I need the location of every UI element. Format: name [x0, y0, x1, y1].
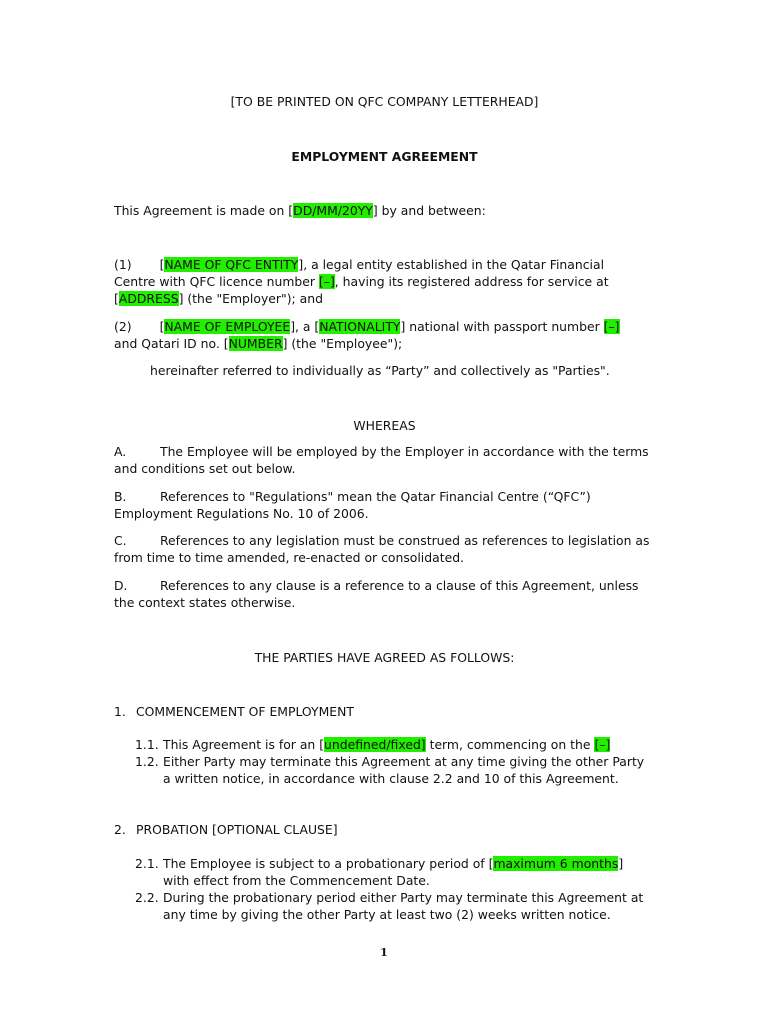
party-2-line-1	[114, 318, 655, 335]
licence-number-placeholder: [–]	[318, 274, 335, 289]
section-number: 2.	[114, 822, 126, 837]
hereinafter-line: hereinafter referred to individually as “Party” and collectively as "Parties".	[150, 363, 610, 378]
clause-text: Either Party may terminate this Agreement at any time giving the other Party	[163, 754, 645, 769]
address-placeholder: ADDRESS	[118, 291, 179, 306]
entity-name-placeholder: NAME OF QFC ENTITY	[164, 257, 299, 272]
clause-number: 2.1.	[135, 856, 159, 871]
recital-b-line-2: Employment Regulations No. 10 of 2006.	[114, 506, 369, 521]
date-placeholder: DD/MM/20YY	[293, 203, 373, 218]
clause-number: 1.2.	[135, 754, 159, 769]
party-1-text: ] (the "Employer"); and	[178, 291, 323, 306]
passport-number-placeholder: [–]	[603, 319, 620, 334]
recital-label: D.	[114, 578, 128, 593]
document-title: EMPLOYMENT AGREEMENT	[291, 149, 478, 164]
party-1-line-2	[114, 273, 609, 290]
bracket: [	[159, 319, 165, 334]
clause-2-2-line-2: any time by giving the other Party at least two (2) weeks written notice.	[163, 907, 611, 922]
id-number-placeholder: NUMBER	[228, 336, 283, 351]
employee-name-placeholder: NAME OF EMPLOYEE	[164, 319, 291, 334]
commencement-date-placeholder: [–]	[594, 737, 611, 752]
party-2-text: ], a [	[290, 319, 320, 334]
section-title: PROBATION [OPTIONAL CLAUSE]	[136, 822, 338, 837]
section-1-heading	[114, 703, 354, 720]
recital-text: References to "Regulations" mean the Qatar Financial Centre (“QFC”)	[160, 489, 591, 504]
bracket: [	[159, 257, 165, 272]
recital-b-line-1	[114, 488, 591, 505]
clause-2-1-line-1	[135, 855, 655, 872]
recital-c-line-2: from time to time amended, re-enacted or consolidated.	[114, 550, 464, 565]
recital-a-line-1	[114, 443, 649, 460]
nationality-placeholder: NATIONALITY	[319, 319, 401, 334]
intro-text-before: This Agreement is made on [	[114, 203, 294, 218]
clause-1-1	[135, 736, 610, 753]
party-2-line-2	[114, 335, 402, 352]
recital-d-line-2: the context states otherwise.	[114, 595, 296, 610]
party-1-text: Centre with QFC licence number	[114, 274, 319, 289]
clause-text: This Agreement is for an [	[163, 737, 325, 752]
recital-text: References to any clause is a reference to a clause of this Agreement, unless	[160, 578, 639, 593]
clause-number: 2.2.	[135, 890, 159, 905]
page-number: 1	[380, 946, 388, 959]
party-2-text: ] national with passport number	[400, 319, 604, 334]
intro-line	[114, 202, 486, 219]
bracket: [	[114, 291, 119, 306]
agreed-heading: THE PARTIES HAVE AGREED AS FOLLOWS:	[254, 650, 515, 665]
clause-text: The Employee is subject to a probationary period of [	[163, 856, 494, 871]
recital-label: A.	[114, 444, 127, 459]
clause-text: term, commencing on the	[425, 737, 595, 752]
clause-text: During the probationary period either Party may terminate this Agreement at	[163, 890, 644, 905]
party-1-line-1	[114, 256, 655, 273]
party-1-text: ], a legal entity established in the Qatar Financial	[298, 257, 605, 272]
recital-d-line-1	[114, 577, 639, 594]
party-2-label: (2)	[114, 319, 132, 334]
section-number: 1.	[114, 704, 126, 719]
recital-a-line-2: and conditions set out below.	[114, 461, 296, 476]
party-1-text: , having its registered address for service at	[334, 274, 609, 289]
probation-period-placeholder: maximum 6 months	[493, 856, 619, 871]
recital-label: B.	[114, 489, 127, 504]
intro-text-after: ] by and between:	[372, 203, 486, 218]
whereas-heading: WHEREAS	[353, 418, 416, 433]
clause-number: 1.1.	[135, 737, 159, 752]
term-placeholder: undefined/fixed]	[324, 737, 426, 752]
letterhead-note: [TO BE PRINTED ON QFC COMPANY LETTERHEAD]	[230, 94, 539, 109]
recital-text: References to any legislation must be construed as references to legislation as	[160, 533, 650, 548]
recital-label: C.	[114, 533, 127, 548]
clause-2-1-line-2: with effect from the Commencement Date.	[163, 873, 430, 888]
clause-1-2-line-2: a written notice, in accordance with clause 2.2 and 10 of this Agreement.	[163, 771, 619, 786]
recital-text: The Employee will be employed by the Employer in accordance with the terms	[160, 444, 649, 459]
party-1-line-3	[114, 290, 323, 307]
party-2-text: and Qatari ID no. [	[114, 336, 229, 351]
party-1-label: (1)	[114, 257, 132, 272]
recital-c-line-1	[114, 532, 649, 549]
clause-2-2-line-1	[135, 889, 643, 906]
section-title: COMMENCEMENT OF EMPLOYMENT	[136, 704, 354, 719]
party-2-text: ] (the "Employee");	[282, 336, 403, 351]
clause-1-2-line-1	[135, 753, 644, 770]
section-2-heading	[114, 821, 338, 838]
bracket: ]	[618, 856, 624, 871]
